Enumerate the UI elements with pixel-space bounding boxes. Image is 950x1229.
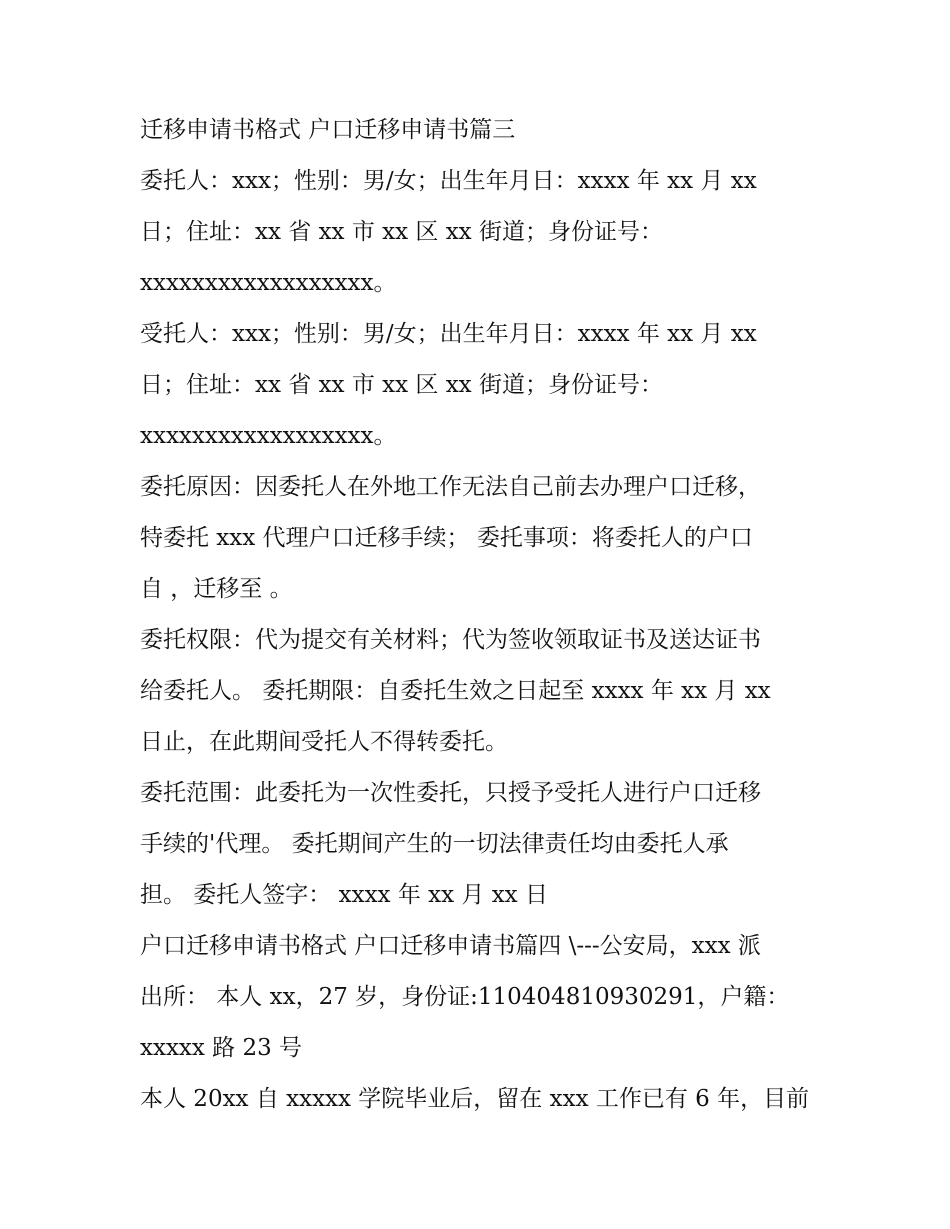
text-line: 委托权限：代为提交有关材料；代为签收领取证书及送达证书 [140,627,761,653]
text-line: 给委托人。 委托期限：自委托生效之日起至 xxxx 年 xx 月 xx [140,678,771,704]
text-line: 委托原因：因委托人在外地工作无法自己前去办理户口迁移， [140,474,761,500]
doc-title: 迁移申请书格式 户口迁移申请书篇三 [140,117,516,143]
text-line: 本人 20xx 自 xxxxx 学院毕业后，留在 xxx 工作已有 6 年，目前 [140,1086,810,1112]
text-line: 特委托 xxx 代理户口迁移手续； 委托事项：将委托人的户口 [140,525,753,551]
section-heading-line: 户口迁移申请书格式 户口迁移申请书篇四 \---公安局，xxx 派 [140,933,761,959]
text-line: 委托范围：此委托为一次性委托，只授予受托人进行户口迁移 [140,780,761,806]
text-line: 日；住址：xx 省 xx 市 xx 区 xx 街道；身份证号： [140,372,663,398]
text-line: xxxxxxxxxxxxxxxxxx。 [140,423,397,449]
text-line: 日；住址：xx 省 xx 市 xx 区 xx 街道；身份证号： [140,219,663,245]
text-line: xxxxxxxxxxxxxxxxxx。 [140,270,397,296]
text-line: 担。 委托人签字： xxxx 年 xx 月 xx 日 [140,882,548,908]
text-line: 自 ，迁移至 。 [140,576,293,602]
text-line: xxxxx 路 23 号 [140,1035,303,1061]
text-line: 委托人：xxx；性别：男/女；出生年月日：xxxx 年 xx 月 xx [140,168,757,194]
text-line: 手续的'代理。 委托期间产生的一切法律责任均由委托人承 [140,831,729,857]
text-line: 受托人：xxx；性别：男/女；出生年月日：xxxx 年 xx 月 xx [140,321,757,347]
text-line: 日止，在此期间受托人不得转委托。 [140,729,508,755]
text-line: 出所： 本人 xx，27 岁，身份证:110404810930291，户籍： [140,984,790,1010]
